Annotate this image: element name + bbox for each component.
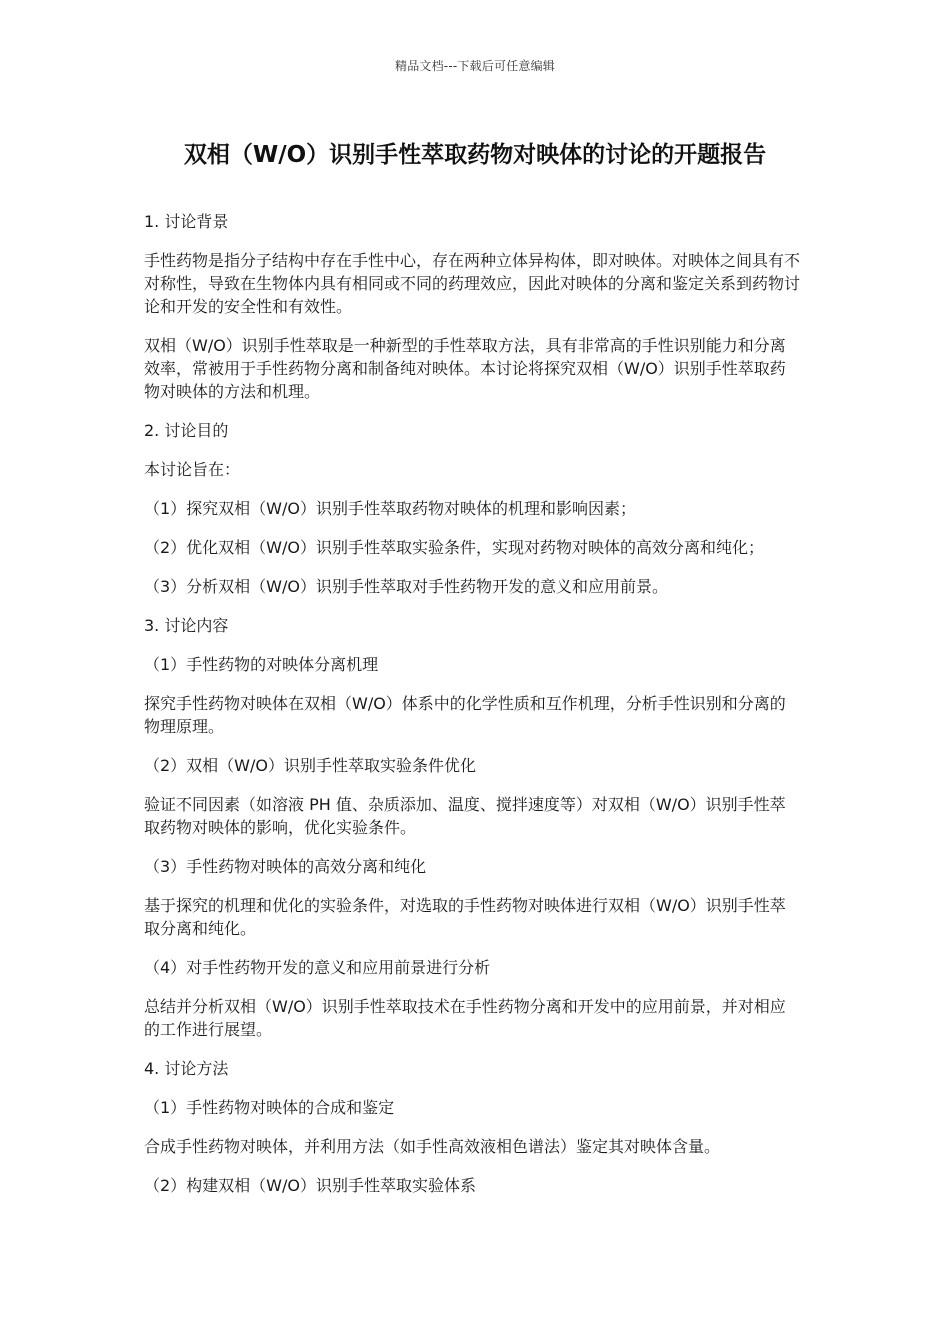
subheading-content-4: （4）对手性药物开发的意义和应用前景进行分析 <box>144 958 491 977</box>
subheading-content-1: （1）手性药物的对映体分离机理 <box>144 655 379 674</box>
list-item-purpose-3: （3）分析双相（W/O）识别手性萃取对手性药物开发的意义和应用前景。 <box>144 577 668 596</box>
subheading-content-2: （2）双相（W/O）识别手性萃取实验条件优化 <box>144 756 476 775</box>
subheading-method-2: （2）构建双相（W/O）识别手性萃取实验体系 <box>144 1176 476 1195</box>
section-heading-background: 1. 讨论背景 <box>144 212 229 231</box>
paragraph-purpose-intro: 本讨论旨在： <box>144 460 241 479</box>
section-heading-purpose: 2. 讨论目的 <box>144 421 229 440</box>
page-header: 精品文档---下载后可任意编辑 <box>395 59 555 73</box>
paragraph-content-1: 探究手性药物对映体在双相（W/O）体系中的化学性质和互作机理，分析手性识别和分离的物理原理。 <box>144 694 786 736</box>
section-heading-content: 3. 讨论内容 <box>144 616 229 635</box>
paragraph-content-2: 验证不同因素（如溶液 PH 值、杂质添加、温度、搅拌速度等）对双相（W/O）识别手性萃取药物对映体的影响，优化实验条件。 <box>144 795 786 837</box>
paragraph-content-4: 总结并分析双相（W/O）识别手性萃取技术在手性药物分离和开发中的应用前景，并对相应的工作进行展望。 <box>144 997 786 1039</box>
paragraph-method-1: 合成手性药物对映体，并利用方法（如手性高效液相色谱法）鉴定其对映体含量。 <box>144 1137 721 1156</box>
document-body <box>144 210 800 1213</box>
subheading-method-1: （1）手性药物对映体的合成和鉴定 <box>144 1098 395 1117</box>
list-item-purpose-1: （1）探究双相（W/O）识别手性萃取药物对映体的机理和影响因素； <box>144 499 636 518</box>
paragraph-content-3: 基于探究的机理和优化的实验条件，对选取的手性药物对映体进行双相（W/O）识别手性萃取分离和纯化。 <box>144 896 786 938</box>
list-item-purpose-2: （2）优化双相（W/O）识别手性萃取实验条件，实现对药物对映体的高效分离和纯化； <box>144 538 764 557</box>
paragraph-background-1: 手性药物是指分子结构中存在手性中心，存在两种立体异构体，即对映体。对映体之间具有不对称性，导致在生物体内具有相同或不同的药理效应，因此对映体的分离和鉴定关系到药物讨论和开发的安全性和有效性。 <box>144 251 801 316</box>
section-heading-method: 4. 讨论方法 <box>144 1059 229 1078</box>
document-title: 双相（W/O）识别手性萃取药物对映体的讨论的开题报告 <box>183 142 767 168</box>
subheading-content-3: （3）手性药物对映体的高效分离和纯化 <box>144 857 427 876</box>
paragraph-background-2: 双相（W/O）识别手性萃取是一种新型的手性萃取方法，具有非常高的手性识别能力和分离效率，常被用于手性药物分离和制备纯对映体。本讨论将探究双相（W/O）识别手性萃取药物对映体的方法和机理。 <box>144 336 786 401</box>
